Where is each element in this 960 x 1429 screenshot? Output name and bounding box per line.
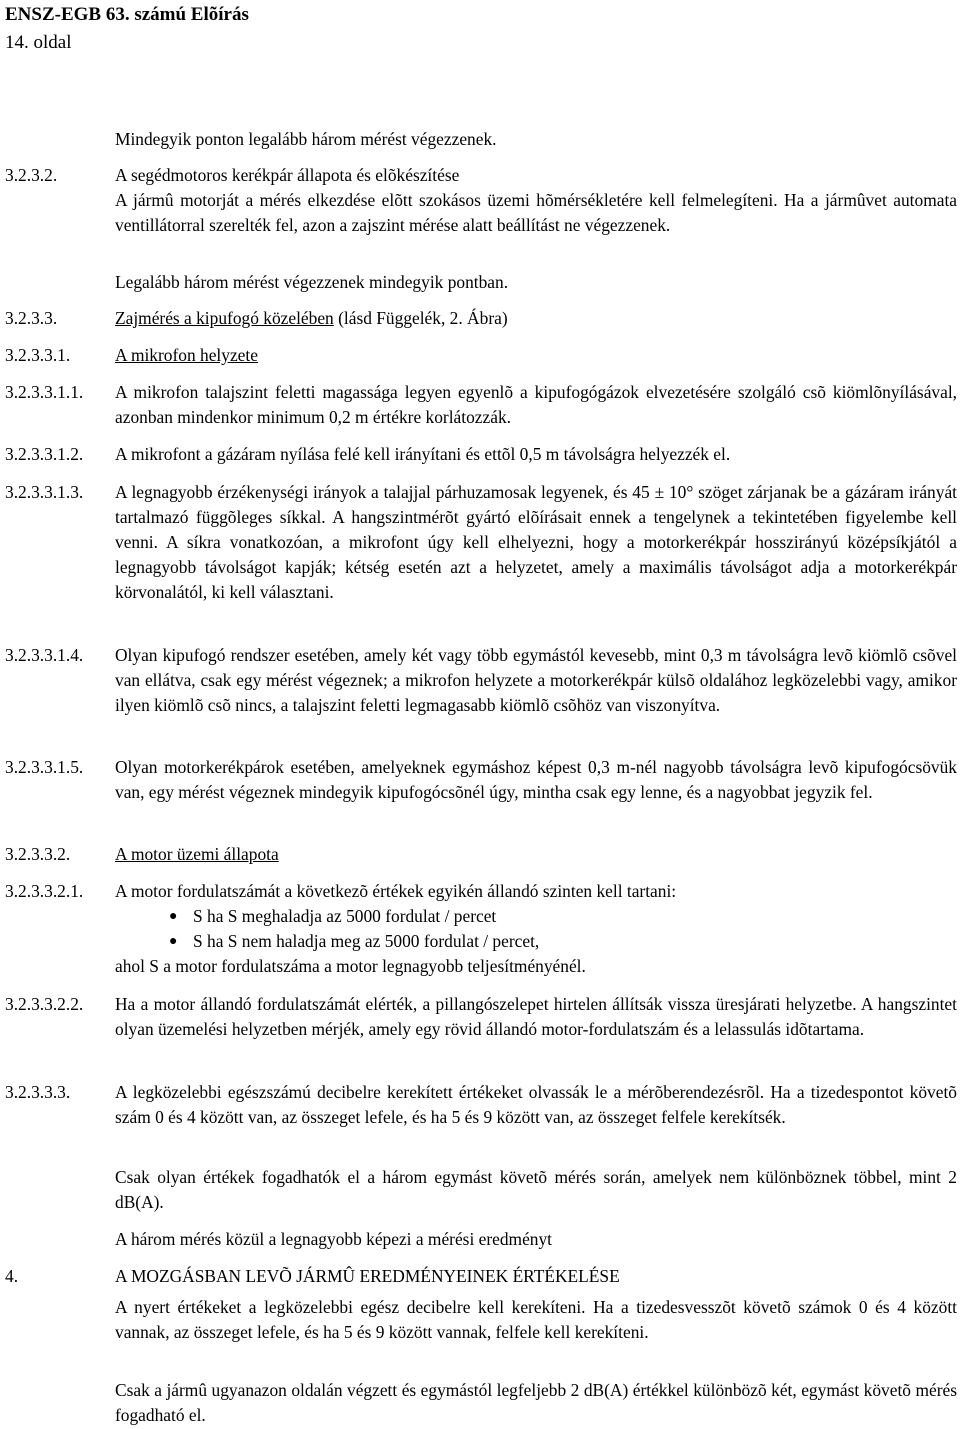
section-paragraph: A nyert értékeket a legközelebbi egész decibelre kell kerekíteni. Ha a tizedesvesszõt követõ számok 0 és 4 között vannak, az összeget lefele, és ha 5 és 9 között vannak, felfele kell kerekíteni. bbox=[115, 1297, 957, 1342]
section-number: 3.2.3.3.1.3. bbox=[5, 482, 84, 502]
section-body: A mikrofont a gázáram nyílása felé kell irányítani és ettõl 0,5 m távolságra helyezzék el. bbox=[115, 444, 731, 464]
section-number: 3.2.3.3.2.1. bbox=[5, 881, 84, 901]
section-title: A mikrofon helyzete bbox=[115, 345, 258, 365]
intro-text: Mindegyik ponton legalább három mérést végezzenek. bbox=[115, 129, 497, 149]
section-title-underlined: Zajmérés a kipufogó közelében bbox=[115, 308, 334, 328]
bullet-icon: ● bbox=[169, 934, 178, 949]
section-number: 3.2.3.3.2. bbox=[5, 844, 71, 864]
section-body: A legközelebbi egészszámú decibelre kerekített értékeket olvassák le a mérõberendezésrõl. Ha a tizedespontot követõ szám 0 és 4 között van, az összeget lefele, és ha 5 és 9 között van, az összeget felfele kerekítsék. bbox=[115, 1082, 957, 1127]
section-body: Olyan motorkerékpárok esetében, amelyeknek egymáshoz képest 0,3 m-nél nagyobb távolságra levõ kipufogócsövük van, egy mérést végeznek mindegyik kipufogócsõnél úgy, mintha csak egy lenne, és a nagyobbat jegyzik fel. bbox=[115, 757, 957, 802]
section-paragraph: Csak olyan értékek fogadhatók el a három egymást követõ mérés során, amelyek nem különböznek többel, mint 2 dB(A). bbox=[115, 1167, 957, 1212]
section-title: A segédmotoros kerékpár állapota és elõkészítése bbox=[115, 165, 460, 185]
section-title-reference: (lásd Függelék, 2. Ábra) bbox=[333, 308, 508, 328]
section-paragraph: Csak a jármû ugyanazon oldalán végzett és egymástól legfeljebb 2 dB(A) értékkel különbözõ két, egymást követõ mérés fogadható el. bbox=[115, 1380, 957, 1425]
section-body: Ha a motor állandó fordulatszámát elérték, a pillangószelepet hirtelen állítsák vissza üresjárati helyzetbe. A hangszintet olyan üzemelési helyzetben mérjék, amely egy rövid állandó motor-fordulatszám és a lelassulás idõtartama. bbox=[115, 994, 957, 1039]
section-body: Olyan kipufogó rendszer esetében, amely két vagy több egymástól kevesebb, mint 0,3 m távolságra levõ kiömlõ csõvel van ellátva, csak egy mérést végeznek; a mikrofon helyzete a motorkerékpár külsõ oldalához legközelebbi vagy, amikor ilyen kiömlõ csõ nincs, a talajszint feletti legmagasabb kiömlõ csõhöz van viszonyítva. bbox=[115, 645, 957, 715]
section-extra: Legalább három mérést végezzenek mindegyik pontban. bbox=[115, 272, 509, 292]
section-number: 3.2.3.3.1.4. bbox=[5, 645, 84, 665]
section-number: 3.2.3.3.1.5. bbox=[5, 757, 84, 777]
section-number: 3.2.3.3.3. bbox=[5, 1082, 71, 1102]
body-part-b: 10° szöget zárjanak be a gázáram irányát tartalmazó függõleges síkkal. A hangszintmérõt gyártó elõírásait ennek a tengelynek a tekintetében figyelembe kell venni. A síkra vonatkozóan, a mikrofont úgy kell elhelyezni, hogy a motorkerékpár hosszirányú középsíkjától a legnagyobb távolságot kapják; kétség esetén azt a helyzetet, amely a maximális távolságot adja a motorkerékpár körvonalától, ki kell választani. bbox=[115, 482, 957, 602]
section-number: 3.2.3.3. bbox=[5, 308, 58, 328]
body-part-a: A legnagyobb érzékenységi irányok a talajjal párhuzamosak legyenek, és 45 bbox=[115, 482, 655, 502]
section-number: 3.2.3.3.1.2. bbox=[5, 444, 84, 464]
section-title: A MOZGÁSBAN LEVÕ JÁRMÛ EREDMÉNYEINEK ÉRTÉKELÉSE bbox=[115, 1266, 620, 1286]
section-body bbox=[115, 480, 957, 605]
section-number: 3.2.3.3.1. bbox=[5, 345, 71, 365]
section-title bbox=[115, 306, 957, 331]
page-number: 14. oldal bbox=[5, 32, 72, 53]
section-body: A jármû motorját a mérés elkezdése elõtt szokásos üzemi hõmérsékletére kell felmelegíteni. Ha a jármûvet automata ventillátorral szerelték fel, azon a zajszint mérése alatt beállítást ne végezzenek. bbox=[115, 190, 957, 235]
section-paragraph: A három mérés közül a legnagyobb képezi a mérési eredményt bbox=[115, 1229, 553, 1249]
bullet-text: S ha S meghaladja az 5000 fordulat / percet bbox=[193, 906, 497, 926]
document-title: ENSZ-EGB 63. számú Elõírás bbox=[5, 4, 249, 25]
section-title: A motor üzemi állapota bbox=[115, 844, 279, 864]
bullet-icon: ● bbox=[169, 909, 178, 924]
section-body: A mikrofon talajszint feletti magassága legyen egyenlõ a kipufogógázok elvezetésére szolgáló csõ kiömlõnyílásával, azonban mindenkor minimum 0,2 m értékre korlátozzák. bbox=[115, 382, 957, 427]
section-body: A motor fordulatszámát a következõ értékek egyikén állandó szinten kell tartani: bbox=[115, 881, 677, 901]
section-number: 3.2.3.2. bbox=[5, 165, 58, 185]
section-number: 4. bbox=[5, 1266, 19, 1286]
bullet-text: S ha S nem haladja meg az 5000 fordulat / percet, bbox=[193, 931, 540, 951]
section-number: 3.2.3.3.1.1. bbox=[5, 382, 84, 402]
section-number: 3.2.3.3.2.2. bbox=[5, 994, 84, 1014]
section-note: ahol S a motor fordulatszáma a motor legnagyobb teljesítményénél. bbox=[115, 956, 586, 976]
page-header bbox=[5, 1, 249, 57]
plus-minus-symbol: ± bbox=[654, 482, 665, 502]
